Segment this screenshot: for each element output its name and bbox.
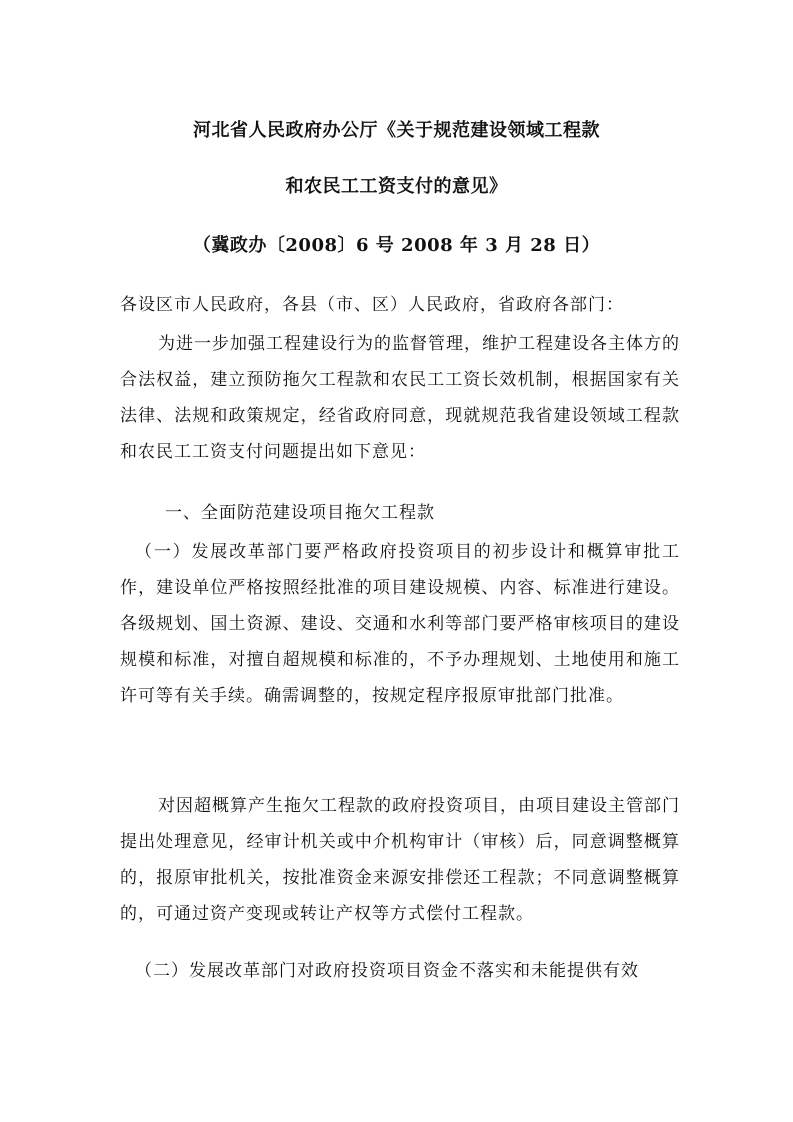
document-number: （冀政办〔2008〕6 号 2008 年 3 月 28 日） (192, 235, 601, 256)
paragraph-intro: 为进一步加强工程建设行为的监督管理，维护工程建设各主体方的合法权益，建立预防拖欠工程款和农民工工资长效机制，根据国家有关法律、法规和政策规定，经省政府同意，现就规范我省建设领域工程款和农民工工资支付问题提出如下意见： (120, 334, 680, 462)
document-title-line-1: 河北省人民政府办公厅《关于规范建设领域工程款 (193, 120, 600, 141)
paragraph-item-1-continued: 对因超概算产生拖欠工程款的政府投资项目，由项目建设主管部门提出处理意见，经审计机关或中介机构审计（审核）后，同意调整概算的，报原审批机关，按批准资金来源安排偿还工程款；不同意调整概算的，可通过资产变现或转让产权等方式偿付工程款。 (120, 796, 680, 924)
salutation: 各设区市人民政府，各县（市、区）人民政府，省政府各部门： (120, 295, 624, 315)
paragraph-item-2: （二）发展改革部门对政府投资项目资金不落实和未能提供有效 (135, 961, 639, 981)
section-heading: 一、全面防范建设项目拖欠工程款 (165, 503, 435, 523)
paragraph-item-1: （一）发展改革部门要严格政府投资项目的初步设计和概算审批工作，建设单位严格按照经批准的项目建设规模、内容、标准进行建设。各级规划、国土资源、建设、交通和水利等部门要严格审核项目的建设规模和标准，对擅自超规模和标准的，不予办理规划、土地使用和施工许可等有关手续。确需调整的，按规定程序报原审批部门批准。 (120, 542, 680, 706)
document-title-line-2: 和农民工工资支付的意见》 (285, 176, 508, 197)
